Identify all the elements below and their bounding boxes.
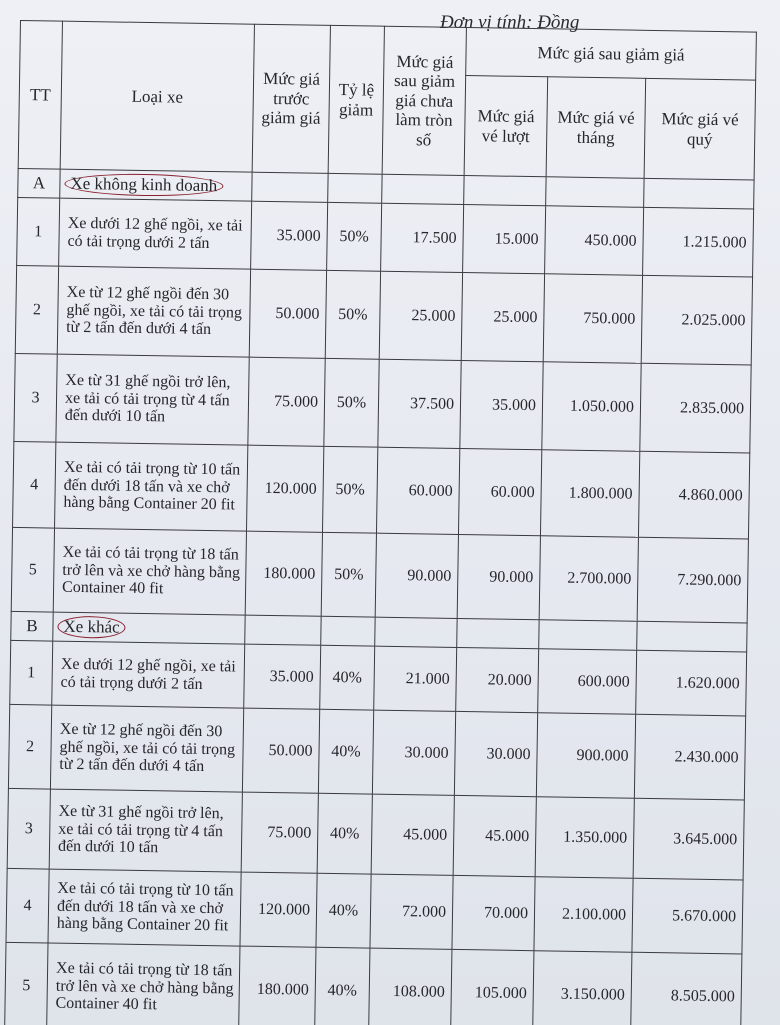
- empty-cell: [321, 616, 375, 646]
- header-after-discount-group: Mức giá sau giảm giá: [466, 28, 757, 81]
- discount-rate: 50%: [324, 358, 379, 447]
- row-number: 2: [8, 704, 51, 789]
- price-before: 180.000: [239, 946, 316, 1025]
- vehicle-type: Xe từ 31 ghế ngồi trở lên, xe tải có tải trọng từ 4 tấn đến dưới 10 tấn: [56, 354, 249, 445]
- unrounded-price: 90.000: [375, 533, 458, 618]
- vehicle-type: Xe dưới 12 ghế ngồi, xe tải có tải trọng dưới 2 tấn: [52, 641, 245, 708]
- empty-cell: [637, 621, 747, 652]
- ticket-price: 45.000: [453, 795, 536, 876]
- empty-cell: [252, 172, 328, 202]
- vehicle-type: Xe tải có tải trọng từ 18 tấn trở lên và xe chở hàng bằng Container 40 fit: [53, 528, 246, 615]
- header-unrounded-price: Mức giá sau giảm giá chưa làm tròn số: [382, 26, 466, 175]
- unit-label: Đơn vị tính: Đồng: [440, 12, 580, 33]
- month-price: 600.000: [538, 649, 637, 715]
- group-code: A: [18, 168, 60, 198]
- table-row: [13, 441, 750, 539]
- price-before: 35.000: [244, 644, 321, 709]
- header-quarter-price: Mức giá vé quý: [644, 78, 756, 180]
- month-price: 2.100.000: [534, 877, 633, 953]
- month-price: 750.000: [543, 274, 642, 364]
- price-before: 120.000: [240, 872, 317, 947]
- unrounded-price: 37.500: [378, 359, 461, 448]
- month-price: 3.150.000: [533, 951, 632, 1025]
- row-number: 1: [10, 640, 53, 705]
- vehicle-type: Xe từ 31 ghế ngồi trở lên, xe tải có tải trọng từ 4 tấn đến dưới 10 tấn: [49, 789, 242, 872]
- unrounded-price: 45.000: [371, 794, 454, 875]
- header-price-before: Mức giá trước giảm giá: [252, 24, 330, 173]
- quarter-price: 2.025.000: [641, 275, 752, 365]
- vehicle-type: Xe từ 12 ghế ngồi đến 30 ghế ngồi, xe tải có tải trọng từ 2 tấn đến dưới 4 tấn: [50, 705, 243, 792]
- row-number: 1: [17, 197, 60, 266]
- empty-cell: [457, 618, 539, 648]
- table-body: [5, 168, 754, 1025]
- discount-rate: 40%: [315, 947, 370, 1025]
- header-discount-rate: Tỷ lệ giảm: [328, 25, 384, 174]
- discount-rate: 50%: [325, 270, 380, 359]
- discount-rate: 40%: [318, 709, 373, 794]
- discount-rate: 40%: [317, 793, 372, 874]
- unrounded-price: 30.000: [372, 710, 455, 795]
- price-before: 75.000: [248, 357, 325, 446]
- discount-rate: 40%: [316, 873, 371, 948]
- vehicle-type: Xe tải có tải trọng từ 10 tấn đến dưới 18 tấn và xe chở hàng bằng Container 20 fit: [55, 442, 248, 531]
- discount-rate: 50%: [322, 446, 377, 533]
- quarter-price: 2.430.000: [634, 714, 745, 800]
- unrounded-price: 25.000: [379, 271, 462, 360]
- table-row: [14, 353, 751, 453]
- month-price: 2.700.000: [539, 536, 638, 622]
- table-header: [18, 21, 756, 181]
- quarter-price: 1.215.000: [643, 207, 754, 277]
- header-vehicle-type: Loại xe: [60, 21, 254, 172]
- empty-cell: [546, 177, 644, 208]
- header-ticket-price: Mức giá vé lượt: [464, 76, 548, 177]
- price-table: [4, 20, 757, 1025]
- table-row: [8, 704, 745, 800]
- vehicle-type: Xe tải có tải trọng từ 10 tấn đến dưới 18 tấn và xe chở hàng bằng Container 20 fit: [48, 869, 241, 946]
- group-name: Xe khác: [57, 616, 126, 639]
- vehicle-type: Xe từ 12 ghế ngồi đến 30 ghế ngồi, xe tải có tải trọng từ 2 tấn đến dưới 4 tấn: [57, 266, 250, 357]
- table-row: [6, 868, 743, 954]
- row-number: 2: [15, 265, 58, 354]
- group-code: B: [11, 611, 53, 641]
- ticket-price: 90.000: [457, 534, 540, 619]
- empty-cell: [644, 178, 754, 209]
- table-row: [10, 640, 747, 716]
- row-number: 3: [14, 353, 57, 442]
- unrounded-price: 108.000: [369, 948, 452, 1025]
- price-before: 75.000: [241, 792, 318, 873]
- price-before: 120.000: [246, 445, 323, 532]
- header-month-price: Mức giá vé tháng: [546, 77, 646, 179]
- quarter-price: 2.835.000: [640, 363, 751, 453]
- quarter-price: 4.860.000: [638, 451, 749, 539]
- table-row: [17, 197, 754, 277]
- month-price: 1.050.000: [542, 362, 641, 452]
- price-before: 35.000: [251, 201, 328, 270]
- unrounded-price: 21.000: [374, 646, 457, 711]
- discount-rate: 50%: [327, 202, 382, 271]
- unrounded-price: 72.000: [370, 874, 453, 949]
- group-name: Xe không kinh doanh: [64, 173, 223, 197]
- quarter-price: 1.620.000: [636, 650, 747, 716]
- empty-cell: [539, 620, 637, 651]
- row-number: 3: [7, 788, 50, 869]
- ticket-price: 20.000: [456, 647, 539, 712]
- empty-cell: [382, 174, 464, 204]
- month-price: 900.000: [536, 713, 635, 799]
- month-price: 1.350.000: [535, 797, 634, 879]
- ticket-price: 30.000: [454, 711, 537, 796]
- ticket-price: 15.000: [463, 204, 546, 273]
- empty-cell: [245, 615, 321, 645]
- unrounded-price: 60.000: [376, 447, 459, 534]
- group-name-cell: [60, 169, 252, 201]
- ticket-price: 25.000: [461, 272, 544, 361]
- group-name-cell: [53, 612, 245, 644]
- vehicle-type: Xe dưới 12 ghế ngồi, xe tải có tải trọng dưới 2 tấn: [59, 198, 252, 269]
- ticket-price: 60.000: [458, 448, 541, 535]
- ticket-price: 105.000: [451, 949, 534, 1025]
- discount-rate: 40%: [320, 645, 375, 710]
- month-price: 1.800.000: [540, 450, 639, 538]
- table-row: [15, 265, 752, 365]
- price-before: 50.000: [249, 269, 326, 358]
- price-before: 180.000: [245, 531, 322, 616]
- quarter-price: 3.645.000: [633, 798, 744, 880]
- table-row: [11, 527, 748, 623]
- price-before: 50.000: [242, 708, 319, 793]
- empty-cell: [375, 617, 457, 647]
- quarter-price: 8.505.000: [631, 952, 742, 1025]
- row-number: 5: [11, 527, 54, 612]
- table-row: [5, 942, 742, 1025]
- unrounded-price: 17.500: [381, 203, 464, 272]
- row-number: 5: [5, 942, 48, 1025]
- empty-cell: [464, 175, 546, 205]
- quarter-price: 7.290.000: [637, 537, 748, 623]
- ticket-price: 70.000: [452, 875, 535, 950]
- month-price: 450.000: [545, 206, 644, 276]
- row-number: 4: [6, 868, 49, 943]
- empty-cell: [328, 173, 382, 203]
- header-tt: TT: [18, 21, 62, 170]
- ticket-price: 35.000: [460, 360, 543, 449]
- quarter-price: 5.670.000: [632, 878, 743, 954]
- vehicle-type: Xe tải có tải trọng từ 18 tấn trở lên và xe chở hàng bằng Container 40 fit: [47, 943, 240, 1025]
- row-number: 4: [13, 441, 56, 528]
- table-row: [7, 788, 744, 880]
- discount-rate: 50%: [321, 532, 376, 617]
